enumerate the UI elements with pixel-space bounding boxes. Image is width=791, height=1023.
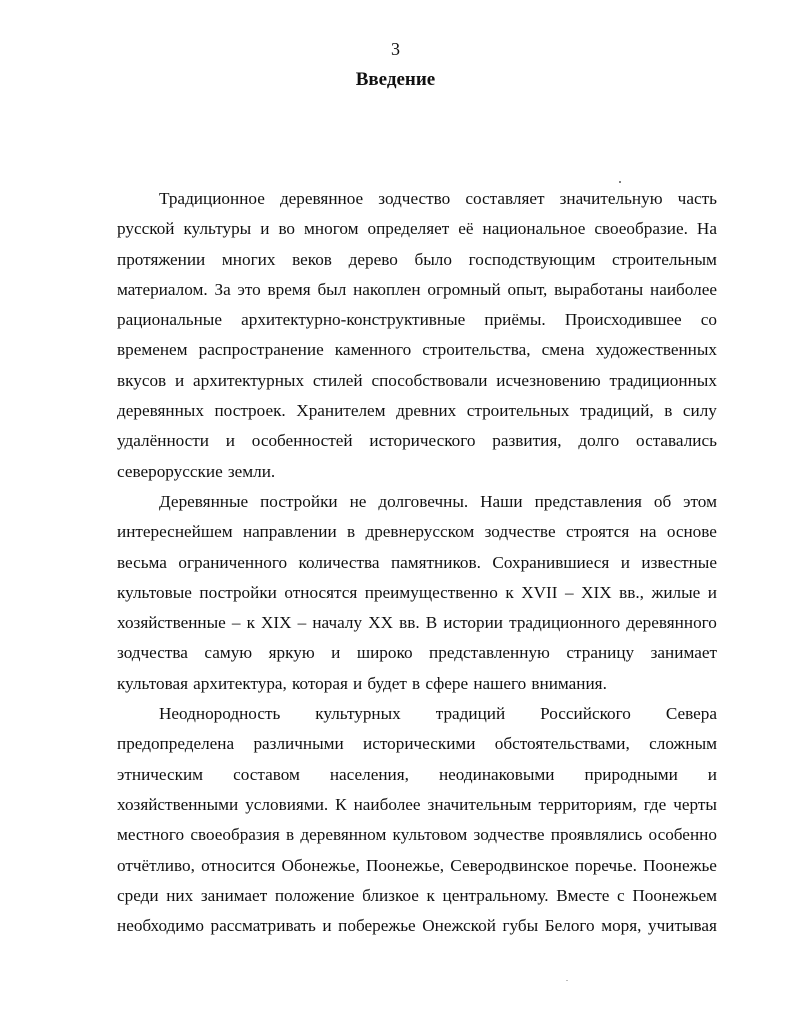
text-line: отчётливо, относится Обонежье, Поонежье, Северодвинское поречье. Поонежье [117, 855, 717, 875]
text-line: хозяйственные – к XIX – началу XX вв. В истории традиционного деревянного [117, 613, 717, 633]
text-line: среди них занимает положение близкое к центральному. Вместе с Поонежьем [117, 885, 717, 905]
text-line: интереснейшем направлении в древнерусском зодчестве строятся на основе [117, 522, 717, 542]
text-line: материалом. За это время был накоплен огромный опыт, выработаны наиболее [117, 279, 717, 299]
text-line: зодчества самую яркую и широко представленную страницу занимает [117, 643, 717, 663]
text-line: удалённости и особенностей исторического развития, долго оставались [117, 431, 717, 451]
text-line: хозяйственными условиями. К наиболее значительным территориям, где черты [117, 794, 717, 814]
text-line: деревянных построек. Хранителем древних строительных традиций, в силу [117, 401, 717, 421]
page-number: 3 [391, 39, 400, 59]
text-line: необходимо рассматривать и побережье Онежской губы Белого моря, учитывая [117, 916, 717, 936]
text-line: временем распространение каменного строительства, смена художественных [117, 340, 717, 360]
text-line: культовые постройки относятся преимущественно к XVII – XIX вв., жилые и [117, 582, 717, 602]
text-line: Деревянные постройки не долговечны. Наши представления об этом [159, 491, 717, 511]
text-line: весьма ограниченного количества памятников. Сохранившиеся и известные [117, 552, 717, 572]
text-line: предопределена различными историческими обстоятельствами, сложным [117, 734, 717, 754]
body-text [117, 184, 717, 941]
section-title: Введение [355, 69, 436, 90]
text-line: русской культуры и во многом определяет её национальное своеобразие. На [117, 219, 717, 239]
text-line: Неоднородность культурных традиций Российского Севера [159, 704, 717, 724]
paragraph [117, 487, 717, 699]
text-line: этническим составом населения, неодинаковыми природными и [117, 764, 717, 784]
text-line: рациональные архитектурно-конструктивные приёмы. Происходившее со [117, 310, 717, 330]
text-line: протяжении многих веков дерево было господствующим строительным [117, 249, 717, 269]
paragraph [117, 184, 717, 487]
scan-speck [566, 980, 568, 981]
text-line: вкусов и архитектурных стилей способствовали исчезновению традиционных [117, 370, 717, 390]
scan-speck [619, 181, 621, 183]
text-line: северорусские земли. [117, 461, 276, 481]
text-line: местного своеобразия в деревянном культовом зодчестве проявлялись особенно [117, 825, 717, 845]
paragraph [117, 699, 717, 941]
text-line: культовая архитектура, которая и будет в сфере нашего внимания. [117, 673, 607, 693]
text-line: Традиционное деревянное зодчество составляет значительную часть [159, 189, 717, 208]
